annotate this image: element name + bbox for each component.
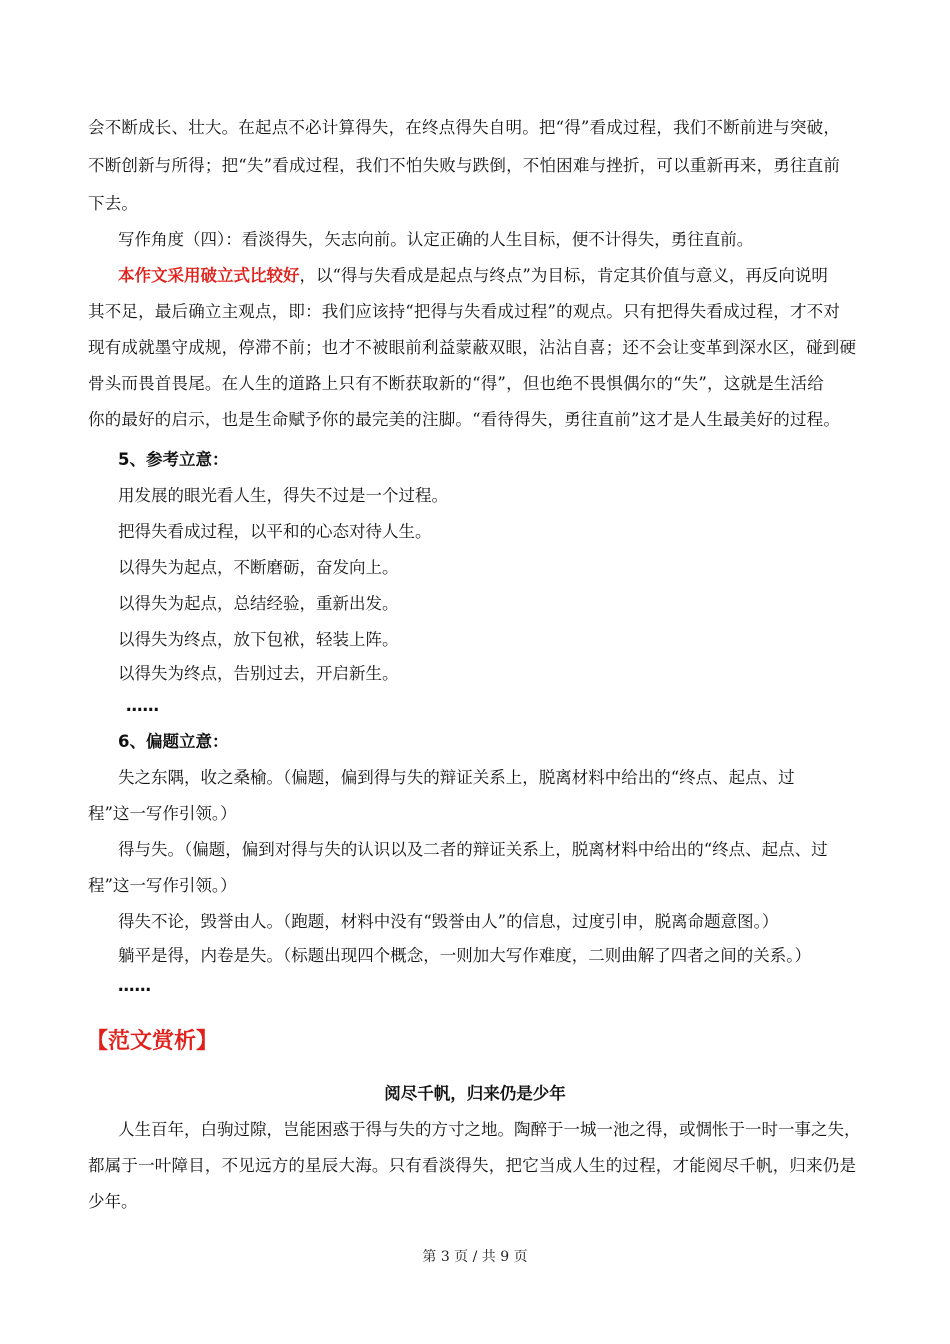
analysis-highlight: 本作文采用破立式比较好 — [118, 266, 300, 285]
ref-heading: 5、参考立意： — [118, 450, 229, 469]
essay-line: 人生百年，白驹过隙，岂能困惑于得与失的方寸之地。陶醉于一城一池之得，或惆怅于一时一事之失， — [118, 1120, 861, 1139]
off-item: 躺平是得，内卷是失。（标题出现四个概念，一则加大写作难度，二则曲解了四者之间的关系。） — [118, 946, 811, 965]
off-heading: 6、偏题立意： — [118, 732, 229, 751]
analysis-line: 其不足，最后确立主观点，即：我们应该持“把得与失看成过程”的观点。只有把得失看成过程，才不对 — [88, 302, 841, 321]
intro-line: 下去。 — [88, 194, 139, 213]
off-item-cont: 程”这一写作引领。） — [88, 876, 237, 895]
essay-line: 少年。 — [88, 1192, 138, 1211]
analysis-line: 骨头而畏首畏尾。在人生的道路上只有不断获取新的“得”，但也绝不畏惧偶尔的“失”，这就是生活给 — [88, 374, 824, 393]
ref-item: 把得失看成过程，以平和的心态对待人生。 — [118, 522, 432, 541]
ref-item: 以得失为起点，不断磨砺，奋发向上。 — [118, 558, 399, 577]
ref-item: 以得失为终点，放下包袱，轻装上阵。 — [118, 630, 399, 649]
section-title: 【范文赏析】 — [86, 1029, 219, 1054]
essay-title: 阅尽千帆，归来仍是少年 — [384, 1084, 566, 1103]
analysis-line: 你的最好的启示，也是生命赋予你的最完美的注脚。“看待得失，勇往直前”这才是人生最美好的过程。 — [88, 410, 841, 429]
essay-line: 都属于一叶障目，不见远方的星辰大海。只有看淡得失，把它当成人生的过程，才能阅尽千帆，归来仍是 — [88, 1156, 857, 1175]
page-footer: 第 3 页 / 共 9 页 — [422, 1249, 528, 1265]
off-item-cont: 程”这一写作引领。） — [88, 804, 237, 823]
off-item: 得与失。（偏题，偏到对得与失的认识以及二者的辩证关系上，脱离材料中给出的“终点、起点、过 — [118, 840, 828, 859]
analysis-line: 现有成就墨守成规，停滞不前；也才不被眼前利益蒙蔽双眼，沾沾自喜；还不会让变革到深水区，碰到硬 — [88, 338, 857, 357]
off-item: 得失不论，毁誉由人。（跑题，材料中没有“毁誉由人”的信息，过度引申，脱离命题意图。） — [118, 912, 779, 931]
intro-line: 会不断成长、壮大。在起点不必计算得失，在终点得失自明。把“得”看成过程，我们不断前进与突破， — [88, 118, 841, 137]
ref-item: 以得失为终点，告别过去，开启新生。 — [118, 664, 399, 683]
analysis-first-line — [118, 264, 868, 288]
ref-item: 以得失为起点，总结经验，重新出发。 — [118, 594, 399, 613]
writing-angle-4: 写作角度（四）：看淡得失，矢志向前。认定正确的人生目标，便不计得失，勇往直前。 — [118, 230, 754, 249]
intro-line: 不断创新与所得；把“失”看成过程，我们不怕失败与跌倒，不怕困难与挫折，可以重新再来，勇往直前 — [88, 156, 841, 175]
analysis-first-rest: ，以“得与失看成是起点与终点”为目标，肯定其价值与意义，再反向说明 — [299, 266, 828, 285]
ref-ellipsis: …… — [126, 696, 159, 715]
off-item: 失之东隅，收之桑榆。（偏题，偏到得与失的辩证关系上，脱离材料中给出的“终点、起点、过 — [118, 768, 795, 787]
ref-item: 用发展的眼光看人生，得失不过是一个过程。 — [118, 486, 448, 505]
off-ellipsis: …… — [118, 976, 151, 995]
